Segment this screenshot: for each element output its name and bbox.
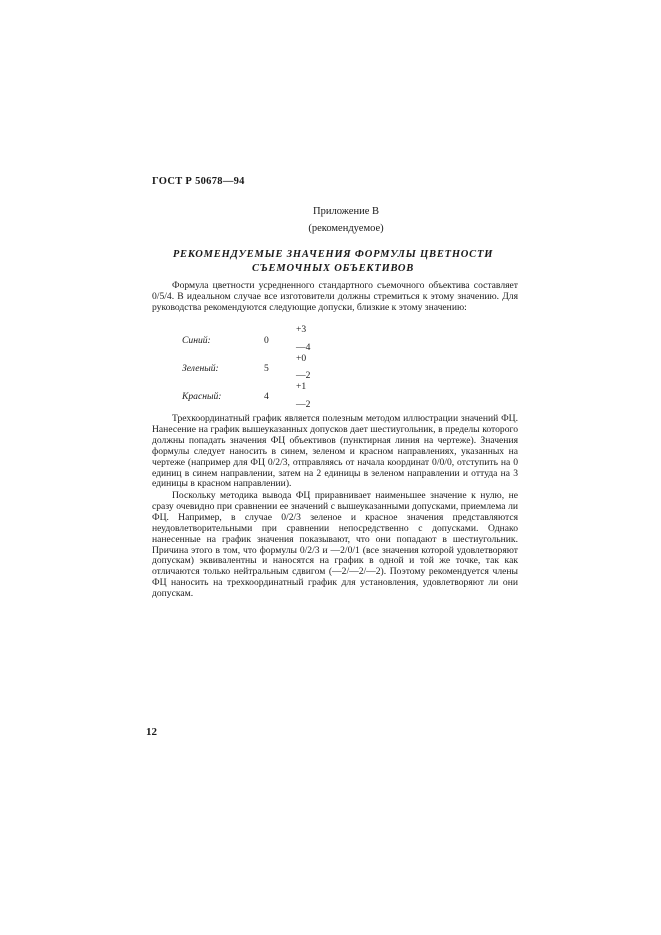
tolerance-blue-plus: +3 bbox=[296, 324, 307, 335]
paragraph-chart-method: Трехкоординатный график является полезным методом иллюстрации значений ФЦ. Нанесение на график вышеуказанных допусков дает шестиугольник, в пределы которого должны попадать значения ФЦ объективов (пунктирная линия на чертеже). Значения формулы следует наносить в синем, зеленом и красном направлениях, указанных на чертеже (например для ФЦ 0/2/3, отправляясь от начала координат 0/0/0, отступить на 0 единиц в синем направлении, затем на 2 единицы в зеленом направлении и оттуда на 3 единицы в красном направлении). bbox=[152, 413, 518, 490]
tolerance-blue-value: 0 bbox=[264, 335, 269, 346]
section-title-line2: СЪЕМОЧНЫХ ОБЪЕКТИВОВ bbox=[251, 263, 415, 274]
page-number: 12 bbox=[146, 726, 157, 738]
standard-header: ГОСТ Р 50678—94 bbox=[152, 176, 245, 187]
tolerance-green-minus: —2 bbox=[296, 370, 311, 381]
tolerance-blue-minus: —4 bbox=[296, 342, 311, 353]
tolerance-blue-label: Синий: bbox=[182, 335, 211, 346]
tolerance-red-label: Красный: bbox=[182, 391, 222, 402]
appendix-block bbox=[301, 203, 391, 237]
tolerance-green-value: 5 bbox=[264, 363, 269, 374]
paragraph-intro: Формула цветности усредненного стандартного съемочного объектива составляет 0/5/4. В идеальном случае все изготовители должны стремиться к этому значению. Для руководства рекомендуются следующие допуски, близкие к этому значению: bbox=[152, 280, 518, 313]
section-title bbox=[150, 248, 516, 276]
appendix-label: Приложение В bbox=[313, 206, 379, 217]
tolerance-red-plus: +1 bbox=[296, 381, 307, 392]
paragraph-equivalence: Поскольку методика вывода ФЦ приравнивает наименьшее значение к нулю, не сразу очевидно при сравнении ее значений с вышеуказанными допусками, приемлема ли ФЦ. Например, в случае 0/2/3 зеленое и красное значения представляются неудовлетворительными при сравнении непосредственно с допусками. Однако нанесенные на график значения показывают, что они попадают в шестиугольник. Причина этого в том, что формулы 0/2/3 и —2/0/1 (все значения которой удовлетворяют допускам) эквивалентны и наносятся на график в одной и той же точке, так как отличаются только нейтральным сдвигом (—2/—2/—2). Поэтому рекомендуется члены ФЦ наносить на трехкоординатный график для установления, удовлетворяют ли они допускам. bbox=[152, 490, 518, 600]
tolerance-green-label: Зеленый: bbox=[182, 363, 219, 374]
tolerance-red-minus: —2 bbox=[296, 399, 311, 410]
appendix-status: (рекомендуемое) bbox=[308, 223, 384, 234]
section-title-line1: РЕКОМЕНДУЕМЫЕ ЗНАЧЕНИЯ ФОРМУЛЫ ЦВЕТНОСТИ bbox=[172, 249, 494, 260]
tolerance-green-plus: +0 bbox=[296, 353, 307, 364]
tolerance-red-value: 4 bbox=[264, 391, 269, 402]
